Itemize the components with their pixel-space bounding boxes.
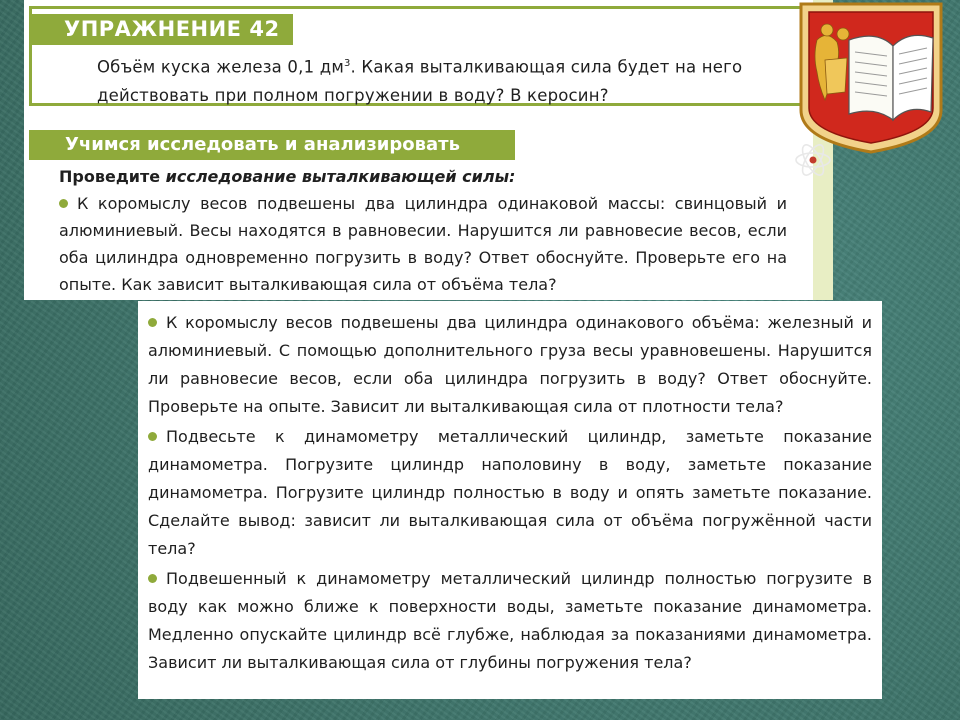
bullet-icon [59,199,68,208]
bullet-icon [148,318,157,327]
study-item: К коромыслу весов подвешены два цилиндра одинаковой массы: свинцовый и алюминиевый. Весы находятся в равновесии. Нарушится ли равновесие весов, если оба цилиндра одновременно погрузить в воду? Ответ обоснуйте. Проверьте его на опыте. Как зависит выталкивающая сила от объёма тела? [59,194,787,294]
exercise-text: Объём куска железа 0,1 $дм^3$. Какая выталкивающая сила будет на него действовать при полном погружении в воду? В керосин? [97,57,743,105]
study-lead: Проведите исследование выталкивающей силы: [59,167,516,186]
list-item: Подвесьте к динамометру металлический цилиндр, заметьте показание динамометра. Погрузите цилиндр наполовину в воду, заметьте показание динамометра. Погрузите цилиндр полностью в воду и опять заметьте показание. Сделайте вывод: зависит ли выталкивающая сила от объёма погружённой части тела? [148,427,872,558]
exercise-title: УПРАЖНЕНИЕ 42 [30,14,293,45]
study-heading: Учимся исследовать и анализировать [29,130,515,160]
textbook-page-bottom [138,301,882,699]
textbook-page-top [24,0,833,300]
list-item: Подвешенный к динамометру металлический цилиндр полностью погрузите в воду как можно ближе к поверхности воды, заметьте показание динамометра. Медленно опускайте цилиндр всё глубже, наблюдая за показаниями динамометра. Зависит ли выталкивающая сила от глубины погружения тела? [148,569,872,672]
list-item: К коромыслу весов подвешены два цилиндра одинакового объёма: железный и алюминиевый. С помощью дополнительного груза весы уравновешены. Нарушится ли равновесие весов, если оба цилиндра погрузить в воду? Ответ обоснуйте. Проверьте на опыте. Зависит ли выталкивающая сила от плотности тела? [148,313,872,416]
atom-icon [793,132,833,187]
bullet-icon [148,574,157,583]
bullet-icon [148,432,157,441]
continuation-list [148,309,872,679]
study-body [59,163,787,300]
